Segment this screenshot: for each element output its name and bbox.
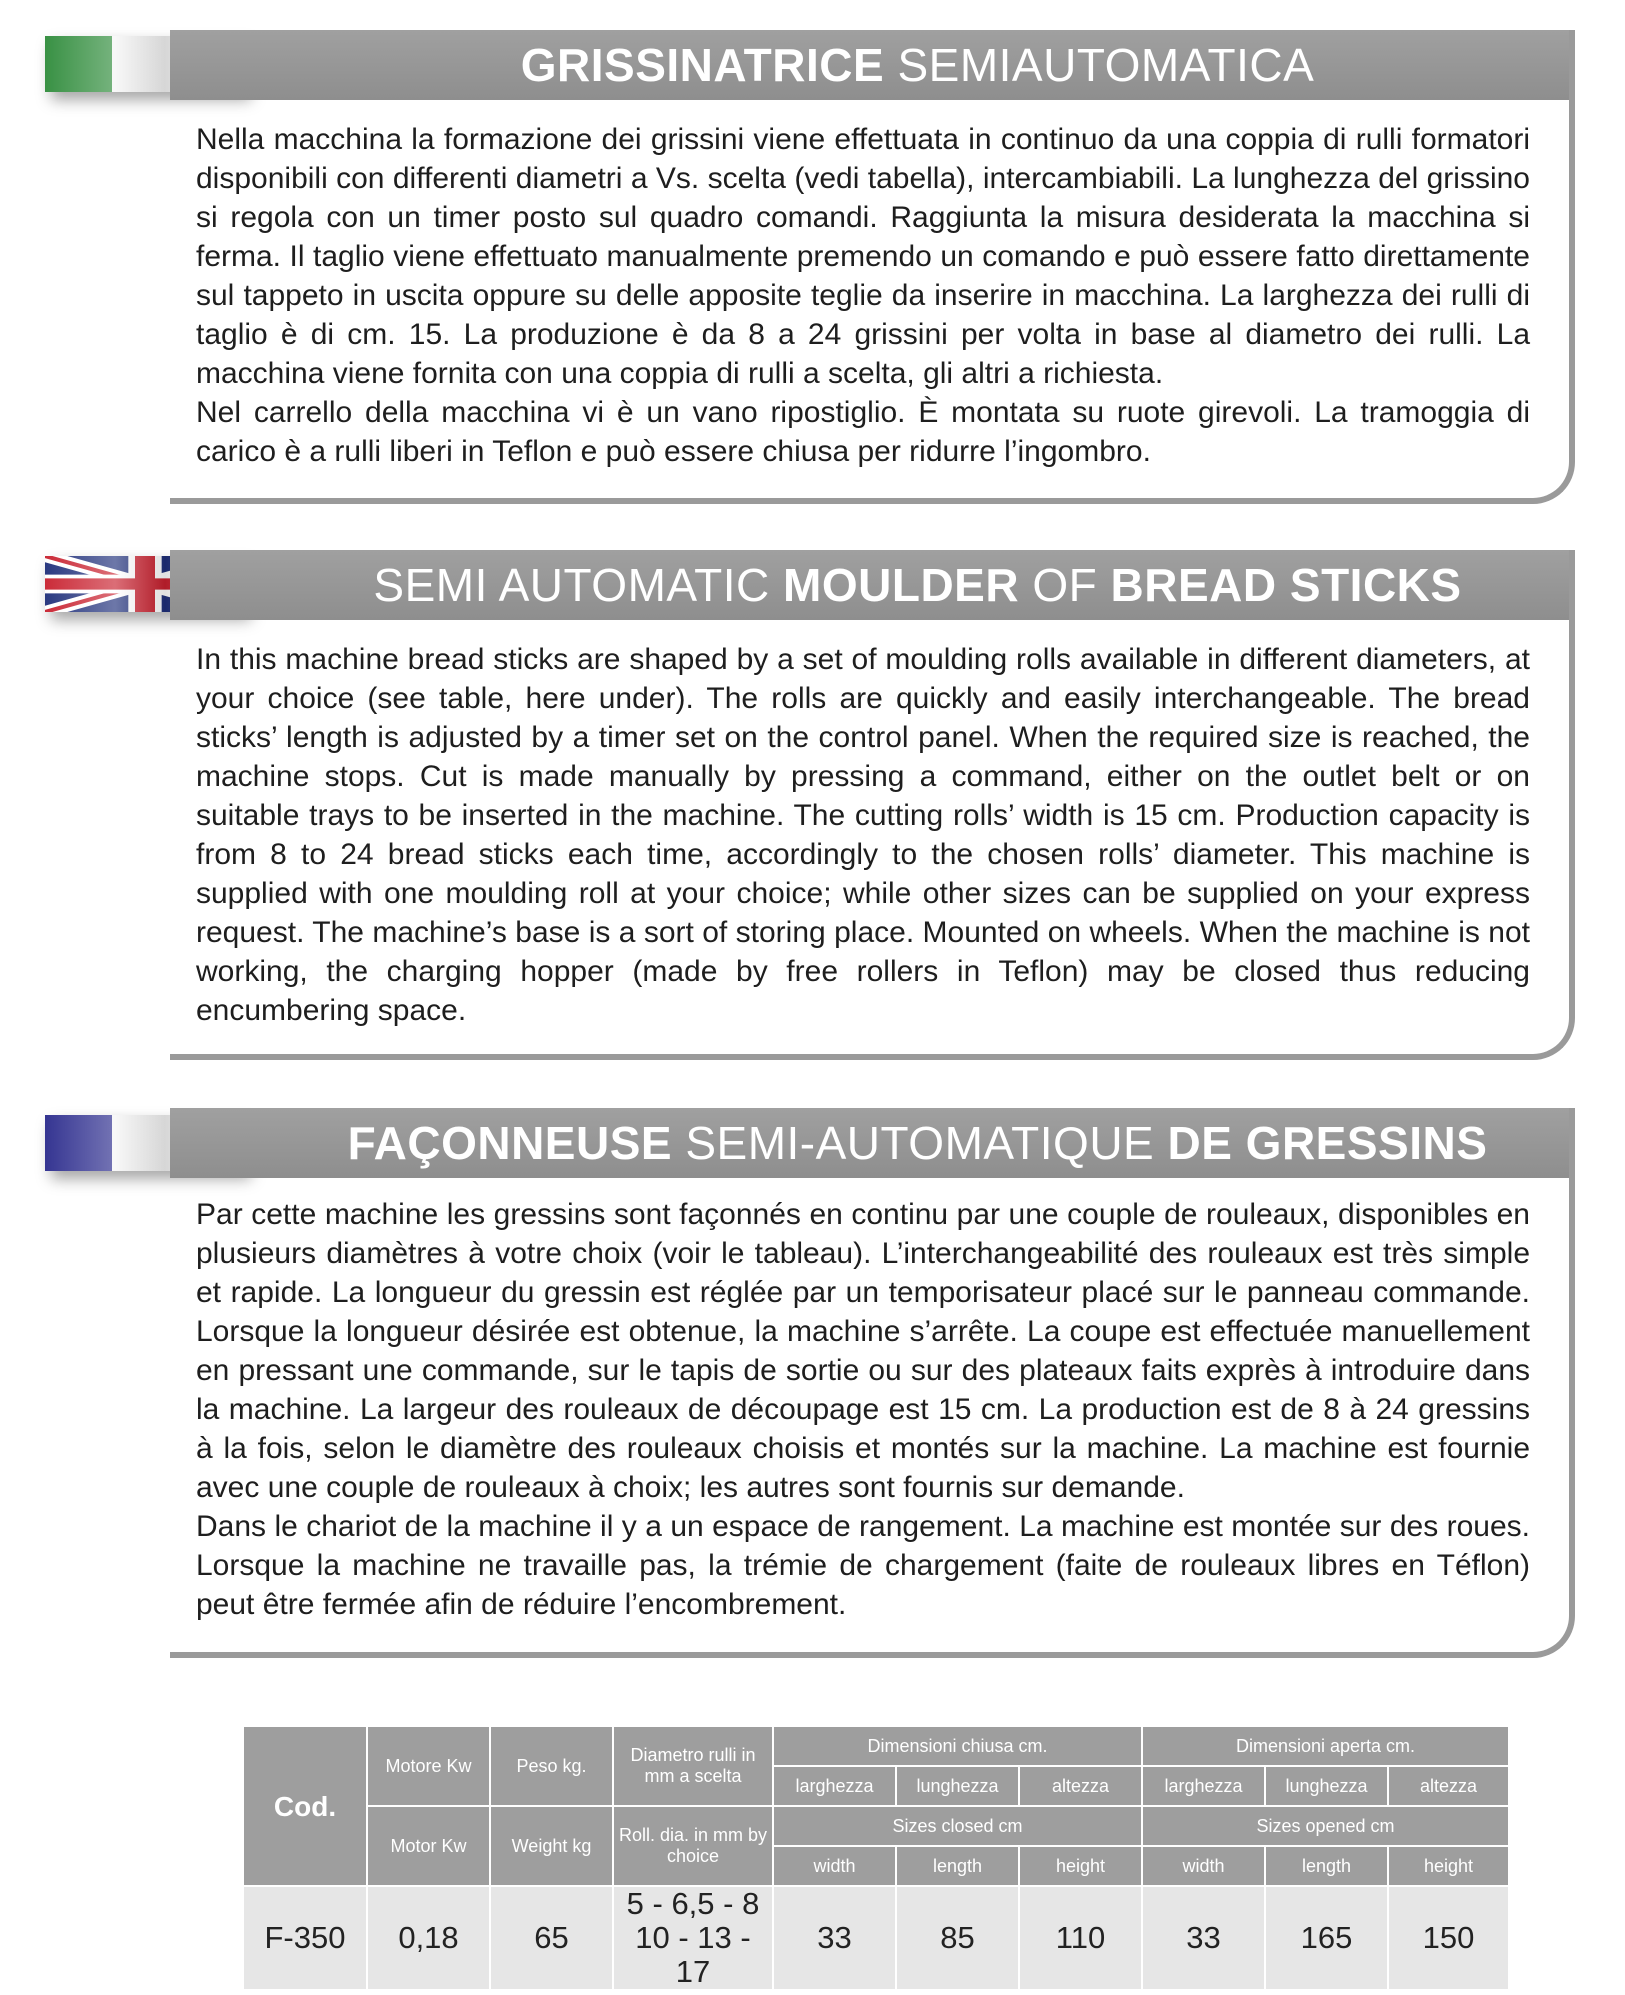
lunghezza-header: lunghezza bbox=[896, 1766, 1019, 1806]
open-width-value: 33 bbox=[1142, 1886, 1265, 1990]
title-part: BREAD STICKS bbox=[1110, 559, 1462, 611]
section-body bbox=[196, 120, 1530, 471]
height-header: height bbox=[1019, 1846, 1142, 1886]
weight-header: Weight kg bbox=[490, 1806, 613, 1886]
larghezza-header: larghezza bbox=[1142, 1766, 1265, 1806]
cod-header: Cod. bbox=[243, 1726, 367, 1886]
length-header: length bbox=[1265, 1846, 1388, 1886]
title-part: DE GRESSINS bbox=[1167, 1117, 1488, 1169]
title-part: MOULDER bbox=[783, 559, 1020, 611]
peso-header: Peso kg. bbox=[490, 1726, 613, 1806]
paragraph: Par cette machine les gressins sont façonnés en continu par une couple de rouleaux, disponibles en plusieurs diamètres à votre choix (voir le tableau). L’interchangeabilité des rouleaux est très simple et rapide. La longueur du gressin est réglée par un temporisateur placé sur le panneau commande. Lorsque la longueur désirée est obtenue, la machine s’arrête. La coupe est effectuée manuellement en pressant une commande, sur le tapis de sortie ou sur des plateaux faits exprès à introduire dans la machine. La largeur des rouleaux de découpage est 15 cm. La production est de 8 à 24 gressins à la fois, selon le diamètre des rouleaux choisis et montés sur la machine. La machine est fournie avec une couple de rouleaux à choix; les autres sont fournis sur demande. bbox=[196, 1198, 1530, 1504]
section-body bbox=[196, 640, 1530, 1030]
motore-header: Motore Kw bbox=[367, 1726, 490, 1806]
width-header: width bbox=[773, 1846, 896, 1886]
motor-header: Motor Kw bbox=[367, 1806, 490, 1886]
section-body bbox=[196, 1195, 1530, 1624]
diametro-header: Diametro rulli in mm a scelta bbox=[613, 1726, 773, 1806]
lunghezza-header: lunghezza bbox=[1265, 1766, 1388, 1806]
cod-value: F-350 bbox=[243, 1886, 367, 1990]
title-part: SEMI-AUTOMATIQUE bbox=[672, 1117, 1168, 1169]
roll-dia-value bbox=[613, 1886, 773, 1990]
sizes-closed-header: Sizes closed cm bbox=[773, 1806, 1142, 1846]
width-header: width bbox=[1142, 1846, 1265, 1886]
paragraph: Nella macchina la formazione dei grissini viene effettuata in continuo da una coppia di rulli formatori disponibili con differenti diametri a Vs. scelta (vedi tabella), intercambiabili. La lunghezza del grissino si regola con un timer posto sul quadro comandi. Raggiunta la misura desiderata la macchina si ferma. Il taglio viene effettuato manualmente premendo un comando e può essere fatto direttamente sul tappeto in uscita oppure su delle apposite teglie da inserire in macchina. La larghezza dei rulli di taglio è di cm. 15. La produzione è da 8 a 24 grissini per volta in base al diametro dei rulli. La macchina viene fornita con una coppia di rulli a scelta, gli altri a richiesta. bbox=[196, 123, 1530, 390]
open-height-value: 150 bbox=[1388, 1886, 1509, 1990]
open-length-value: 165 bbox=[1265, 1886, 1388, 1990]
motor-value: 0,18 bbox=[367, 1886, 490, 1990]
roll-dia-line: 5 - 6,5 - 8 bbox=[626, 1886, 760, 1921]
dim-open-header: Dimensioni aperta cm. bbox=[1142, 1726, 1509, 1766]
larghezza-header: larghezza bbox=[773, 1766, 896, 1806]
spec-table bbox=[242, 1725, 1510, 1991]
paragraph: Dans le chariot de la machine il y a un espace de rangement. La machine est montée sur des roues. Lorsque la machine ne travaille pas, la trémie de chargement (faite de rouleaux libres en Téflon) peut être fermée afin de réduire l’encombrement. bbox=[196, 1510, 1530, 1621]
altezza-header: altezza bbox=[1019, 1766, 1142, 1806]
weight-value: 65 bbox=[490, 1886, 613, 1990]
table-row bbox=[243, 1886, 1509, 1990]
roll-dia-line: 10 - 13 - 17 bbox=[635, 1920, 751, 1989]
roll-dia-header: Roll. dia. in mm by choice bbox=[613, 1806, 773, 1886]
altezza-header: altezza bbox=[1388, 1766, 1509, 1806]
title-bold: GRISSINATRICE bbox=[520, 39, 885, 91]
paragraph: In this machine bread sticks are shaped by a set of moulding rolls available in different diameters, at your choice (see table, here under). The rolls are quickly and easily interchangeable. The bread sticks’ length is adjusted by a timer set on the control panel. When the required size is reached, the machine stops. Cut is made manually by pressing a command, either on the outlet belt or on suitable trays to be inserted in the machine. The cutting rolls’ width is 15 cm. Production capacity is from 8 to 24 bread sticks each time, accordingly to the chosen rolls’ diameter. This machine is supplied with one moulding roll at your choice; while other sizes can be supplied on your express request. The machine’s base is a sort of storing place. Mounted on wheels. When the machine is not working, the charging hopper (made by free rollers in Teflon) may be closed thus reducing encumbering space. bbox=[196, 643, 1530, 1027]
height-header: height bbox=[1388, 1846, 1509, 1886]
dim-closed-header: Dimensioni chiusa cm. bbox=[773, 1726, 1142, 1766]
length-header: length bbox=[896, 1846, 1019, 1886]
closed-length-value: 85 bbox=[896, 1886, 1019, 1990]
closed-height-value: 110 bbox=[1019, 1886, 1142, 1990]
paragraph: Nel carrello della macchina vi è un vano ripostiglio. È montata su ruote girevoli. La tramoggia di carico è a rulli liberi in Teflon e può essere chiusa per ridurre l’ingombro. bbox=[196, 396, 1530, 468]
title-part: FAÇONNEUSE bbox=[347, 1117, 673, 1169]
closed-width-value: 33 bbox=[773, 1886, 896, 1990]
sizes-opened-header: Sizes opened cm bbox=[1142, 1806, 1509, 1846]
title-normal: SEMIAUTOMATICA bbox=[897, 39, 1315, 91]
title-part: SEMI AUTOMATIC bbox=[373, 559, 784, 611]
title-part: OF bbox=[1019, 559, 1111, 611]
